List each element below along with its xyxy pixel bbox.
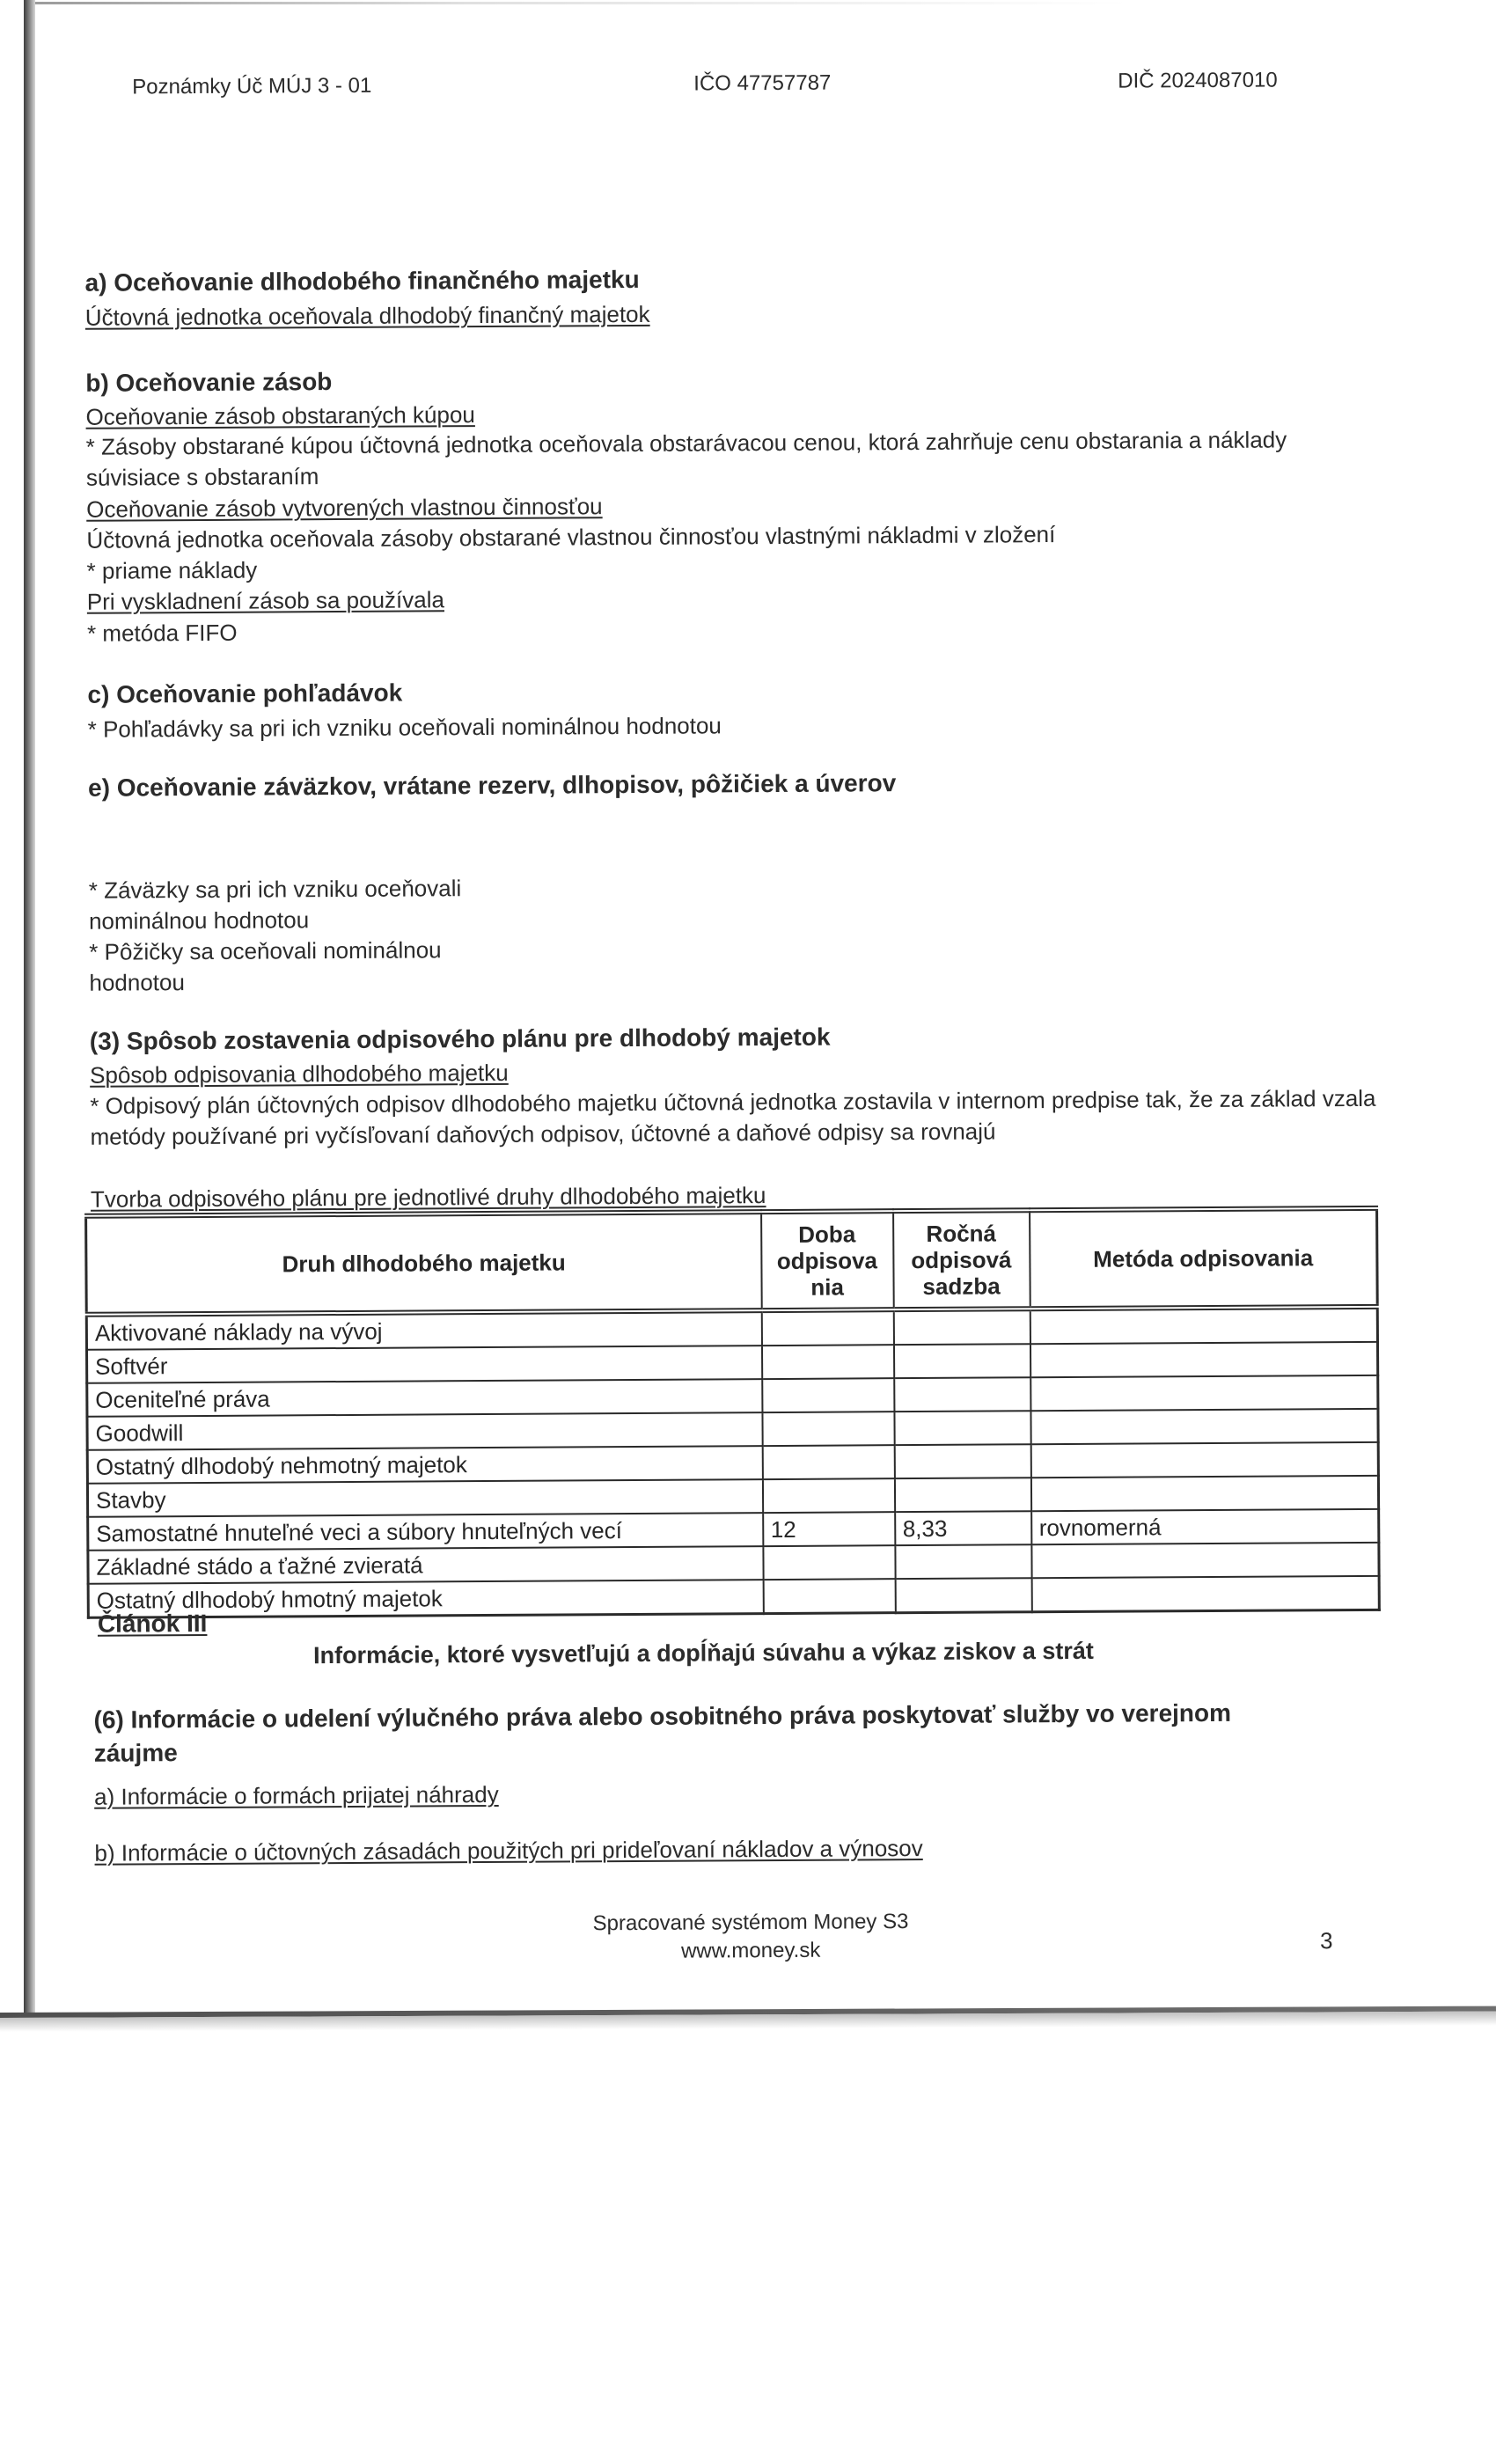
cell-doba <box>762 1412 894 1446</box>
cell-metoda <box>1030 1307 1377 1344</box>
cell-sadzba <box>895 1544 1031 1579</box>
cell-sadzba: 8,33 <box>895 1511 1031 1545</box>
cell-doba: 12 <box>763 1512 895 1546</box>
cell-metoda <box>1030 1476 1378 1511</box>
cell-sadzba <box>894 1411 1030 1445</box>
footer-url: www.money.sk <box>680 1938 821 1963</box>
cell-druh: Ostatný dlhodobý hmotný majetok <box>88 1580 763 1617</box>
section-e-line3: * Pôžičky sa oceňovali nominálnou <box>89 936 442 965</box>
cell-druh: Ostatný dlhodobý nehmotný majetok <box>87 1446 762 1484</box>
cell-sadzba <box>893 1309 1030 1345</box>
cell-druh: Softvér <box>87 1346 762 1383</box>
section-b-sub3: Pri vyskladnení zásob sa používala <box>86 586 445 615</box>
section-b-para1: * Zásoby obstarané kúpou účtovná jednotka oceňovala obstarávacou cenou, ktorá zahrňuje cenu obstarania a náklady súvisiace s obstaraním <box>85 426 1287 491</box>
article-3-heading: Článok III <box>97 1609 208 1638</box>
cell-metoda <box>1030 1375 1378 1411</box>
cell-druh: Základné stádo a ťažné zvieratá <box>88 1546 763 1584</box>
section-b-sub1: Oceňovanie zásob obstaraných kúpou <box>85 401 475 430</box>
form-id: Poznámky Úč MÚJ 3 - 01 <box>132 73 372 99</box>
cell-metoda: rovnomerná <box>1031 1509 1379 1544</box>
table-caption: Tvorba odpisového plánu pre jednotlivé druhy dlhodobého majetku <box>90 1182 766 1213</box>
section-a-heading: a) Oceňovanie dlhodobého finančného majetku <box>84 265 640 297</box>
cell-doba <box>763 1545 895 1580</box>
section-b-heading: b) Oceňovanie zásob <box>85 368 333 397</box>
footer <box>522 1908 979 1967</box>
page-number: 3 <box>1320 1927 1333 1954</box>
section-3-para1: * Odpisový plán účtovných odpisov dlhodobého majetku účtovná jednotka zostavila v internom predpise tak, že za základ vzala metódy používané pri vyčísľovaní daňových odpisov, účtovné a daňové odpisy sa rovnajú <box>90 1084 1376 1150</box>
col-header-metoda: Metóda odpisovania <box>1030 1208 1378 1309</box>
table-row <box>88 1576 1379 1617</box>
cell-druh: Stavby <box>87 1479 762 1517</box>
section-e-heading: e) Oceňovanie záväzkov, vrátane rezerv, dlhopisov, pôžičiek a úverov <box>88 769 897 802</box>
col-header-druh: Druh dlhodobého majetku <box>86 1212 762 1315</box>
section-a-line: Účtovná jednotka oceňovala dlhodobý finančný majetok <box>84 300 650 331</box>
section-c-item1: * Pohľadávky sa pri ich vzniku oceňovali nominálnou hodnotou <box>87 712 722 743</box>
footer-system-line: Spracované systémom Money S3 <box>592 1910 909 1936</box>
cell-sadzba <box>894 1478 1030 1512</box>
cell-druh: Aktivované náklady na vývoj <box>86 1310 761 1350</box>
section-b-item2: * metóda FIFO <box>86 619 238 647</box>
cell-sadzba <box>894 1377 1030 1412</box>
cell-druh: Oceniteľné práva <box>87 1379 762 1417</box>
col-header-doba: Doba odpisova nia <box>761 1211 894 1310</box>
section-3-sub1: Spôsob odpisovania dlhodobého majetku <box>90 1059 509 1089</box>
cell-sadzba <box>895 1578 1031 1612</box>
ico-label: IČO 47757787 <box>693 70 832 96</box>
cell-metoda <box>1030 1442 1378 1478</box>
cell-doba <box>762 1478 894 1513</box>
table-header-row <box>86 1208 1378 1315</box>
article-3-para6: (6) Informácie o udelení výlučného práva alebo osobitného práva poskytovať služby vo verejnom záujme <box>93 1698 1232 1767</box>
cell-metoda <box>1031 1576 1379 1612</box>
section-e-line4: hodnotou <box>89 969 185 996</box>
cell-doba <box>761 1309 893 1346</box>
cell-doba <box>762 1378 894 1412</box>
section-b-para2: Účtovná jednotka oceňovala zásoby obstarané vlastnou činnosťou vlastnými nákladmi v zložení <box>86 521 1056 554</box>
article-3-sub-b: b) Informácie o účtovných zásadách použitých pri prideľovaní nákladov a výnosov <box>94 1834 923 1866</box>
cell-metoda <box>1031 1543 1379 1578</box>
cell-doba <box>761 1345 893 1379</box>
section-e-line1: * Záväzky sa pri ich vzniku oceňovali <box>88 875 462 904</box>
section-e-line2: nominálnou hodnotou <box>88 906 310 935</box>
cell-doba <box>762 1445 894 1479</box>
section-3-heading: (3) Spôsob zostavenia odpisového plánu pre dlhodobý majetok <box>89 1023 831 1055</box>
cell-doba <box>763 1579 895 1613</box>
depreciation-table <box>84 1206 1381 1619</box>
cell-sadzba <box>893 1344 1030 1378</box>
cell-druh: Goodwill <box>87 1412 762 1450</box>
section-c-heading: c) Oceňovanie pohľadávok <box>87 678 403 708</box>
cell-druh: Samostatné hnuteľné veci a súbory hnuteľných vecí <box>88 1513 763 1551</box>
cell-metoda <box>1030 1342 1377 1377</box>
cell-metoda <box>1030 1409 1378 1444</box>
scan-left-edge <box>24 0 35 2017</box>
cell-sadzba <box>894 1444 1030 1478</box>
section-b-item1: * priame náklady <box>86 556 258 584</box>
scan-top-edge <box>26 2 1496 4</box>
col-header-rocna: Ročná odpisová sadzba <box>893 1210 1030 1309</box>
dic-label: DIČ 2024087010 <box>1118 68 1278 93</box>
article-3-sub-a: a) Informácie o formách prijatej náhrady <box>94 1780 499 1810</box>
section-b-sub2: Oceňovanie zásob vytvorených vlastnou činnosťou <box>86 493 603 523</box>
article-3-subtitle: Informácie, ktoré vysvetľujú a dopĺňajú súvahu a výkaz ziskov a strát <box>313 1637 1094 1669</box>
